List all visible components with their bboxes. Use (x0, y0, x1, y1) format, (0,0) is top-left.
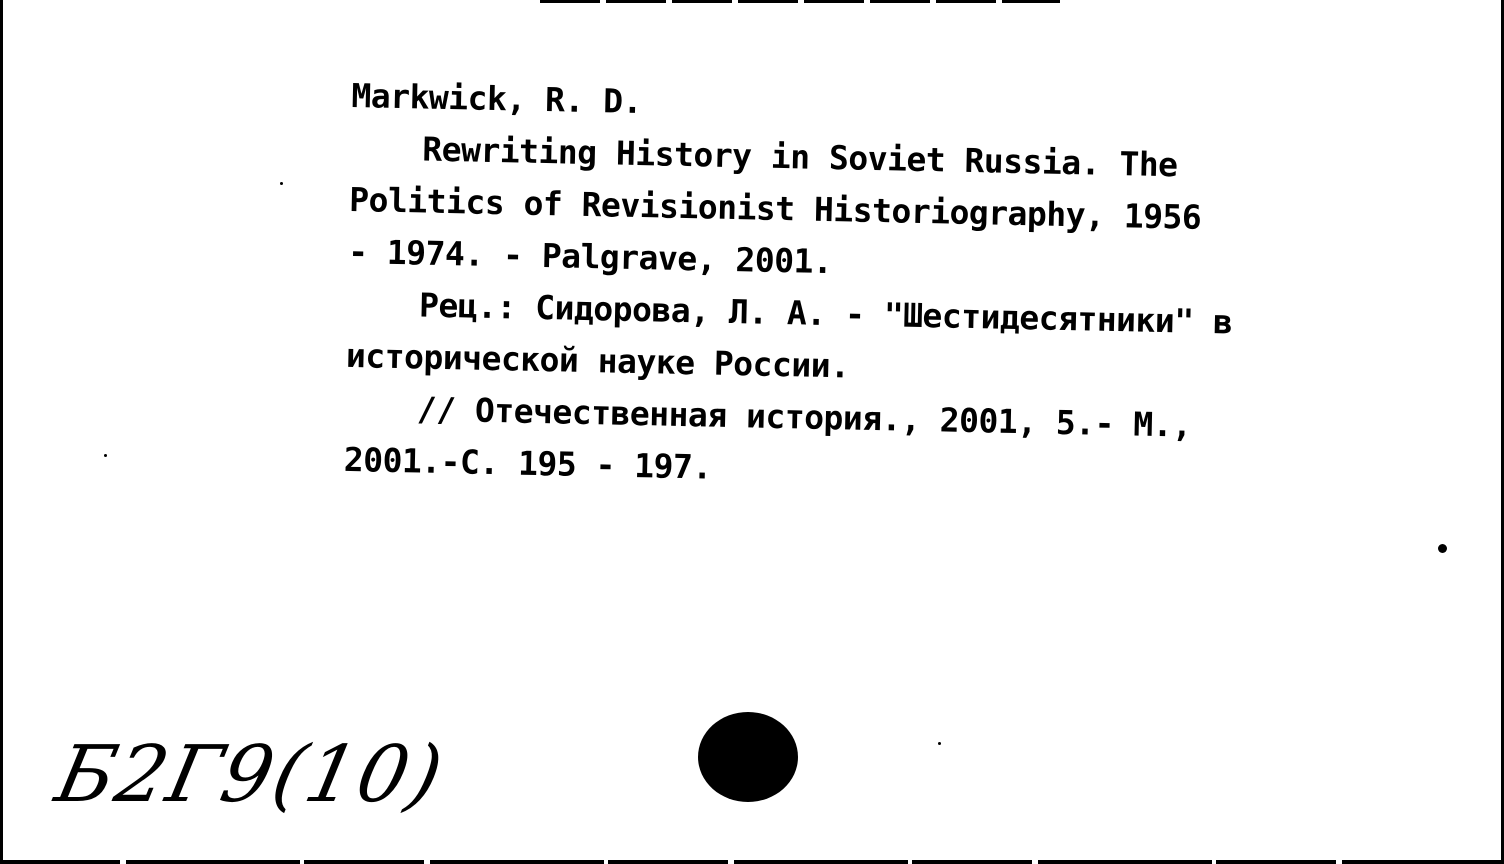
scan-speck (280, 182, 283, 185)
author-line: Markwick, R. D. (351, 75, 643, 122)
card-edge-bottom (0, 860, 1504, 864)
title-line-3: - 1974. - Palgrave, 2001. (347, 231, 833, 282)
title-line-2: Politics of Revisionist Historiography, 1956 (348, 179, 1202, 237)
scan-speck (1438, 544, 1447, 553)
title-line-1: Rewriting History in Soviet Russia. The (421, 129, 1178, 185)
scan-speck (938, 742, 941, 745)
punch-hole (698, 712, 798, 802)
scan-speck (104, 454, 107, 457)
bibliographic-entry (343, 70, 1341, 507)
review-line-1: Рец.: Сидорова, Л. А. - "Шестидесятники" в (418, 285, 1233, 342)
source-line-2: 2001.-С. 195 - 197. (343, 439, 713, 487)
source-line-1: // Отечественная история., 2001, 5.- М., (416, 389, 1192, 445)
shelfmark-handwritten: Б2Г9(10) (48, 730, 452, 820)
card-edge-top (540, 0, 1060, 3)
card-edge-left (0, 0, 3, 864)
review-line-2: исторической науке России. (345, 335, 850, 386)
